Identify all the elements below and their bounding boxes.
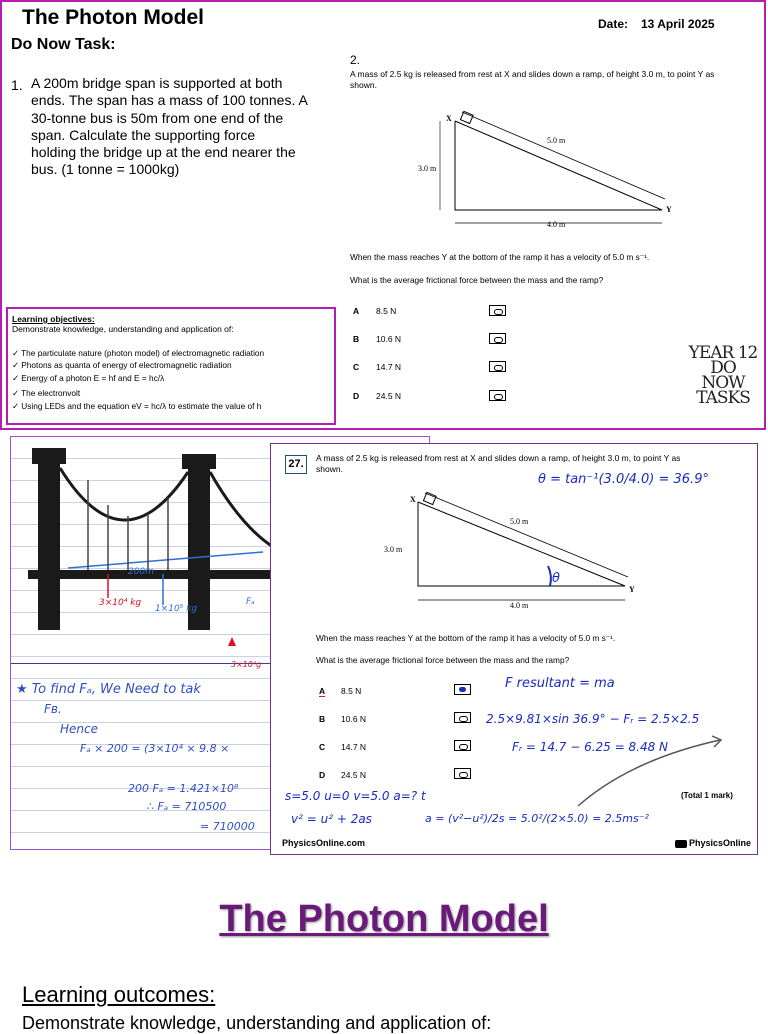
notebook-line: = 710000 (200, 820, 255, 833)
notebook-line: Hence (60, 722, 98, 736)
option-d-letter: D (353, 391, 360, 401)
point-x-label: X (410, 495, 416, 504)
bridge-icon (28, 440, 278, 630)
option-a-checkbox[interactable] (489, 305, 506, 316)
worked-option-a-value: 8.5 N (341, 686, 362, 696)
photon-model-title: The Photon Model (219, 898, 549, 940)
bridge-tower-left (38, 460, 60, 630)
learning-outcomes-heading: Learning outcomes: (22, 982, 216, 1007)
option-a-value: 8.5 N (376, 306, 397, 316)
ramp-diagram (410, 105, 710, 235)
learning-objectives-intro: Demonstrate knowledge, understanding and application of: (12, 324, 234, 334)
worked-option-c-checkbox[interactable] (454, 740, 471, 751)
learning-objective-text: The electronvolt (21, 388, 81, 398)
point-x-label: X (446, 114, 452, 123)
check-icon: ✓ (12, 373, 22, 383)
question-2-number: 2. (350, 53, 361, 67)
option-b-checkbox[interactable] (489, 333, 506, 344)
notebook-line: ★ To find Fₐ, We Need to tak (16, 682, 201, 697)
option-d-checkbox[interactable] (489, 390, 506, 401)
question-27-number: 27. (285, 455, 307, 474)
check-icon: ✓ (12, 401, 22, 411)
ramp-triangle (418, 502, 625, 586)
worked-option-c-letter: C (319, 742, 326, 752)
check-icon: ✓ (12, 360, 22, 370)
support-triangle-icon (228, 637, 236, 646)
question-1-line: span. Calculate the supporting force (31, 126, 256, 143)
angle-calculation: θ = tan⁻¹(3.0/4.0) = 36.9° (538, 472, 709, 487)
learning-objective-text: Energy of a photon E = hf and E = hc/λ (21, 373, 165, 383)
theta-label: θ (552, 571, 560, 586)
question-2-line: A mass of 2.5 kg is released from rest at X and slides down a ramp, of height 3.0 m, to point Y as (350, 69, 715, 79)
worked-ramp-diagram (380, 488, 660, 612)
learning-objective-item (12, 401, 261, 411)
handwritten-suvat: s=5.0 u=0 v=5.0 a=? t (285, 789, 426, 803)
bridge-tower-top (182, 454, 216, 469)
option-b-letter: B (353, 334, 360, 344)
option-c-value: 14.7 N (376, 362, 402, 372)
distance-label: 200m (128, 567, 154, 577)
question-1-line: holding the bridge up at the end nearer the (31, 144, 296, 161)
handwritten-newton-law: F resultant = ma (505, 676, 615, 691)
physicsonline-logo (675, 838, 751, 848)
hyp-dim-line (425, 493, 628, 577)
bus-mass-label: 3×10⁴ kg (99, 598, 142, 608)
worked-option-b-value: 10.6 N (341, 714, 367, 724)
base-label: 4.0 m (547, 220, 566, 229)
learning-objective-item (12, 373, 164, 383)
handwritten-friction-result: Fᵣ = 14.7 − 6.25 = 8.48 N (512, 740, 669, 754)
worked-option-a-letter: A (319, 686, 326, 696)
question-2-line: shown. (350, 80, 377, 90)
question-1-line: ends. The span has a mass of 100 tonnes. A (31, 92, 308, 109)
span-line (68, 552, 263, 568)
question-1-line: A 200m bridge span is supported at both (31, 75, 283, 91)
option-c-checkbox[interactable] (489, 361, 506, 372)
stamp-line: TASKS (696, 388, 750, 408)
notebook-line: Fₐ × 200 = (3×10⁴ × 9.8 × (80, 742, 230, 755)
support-force-label: Fₐ (246, 597, 255, 607)
weight-label: 3×10⁴g (231, 660, 262, 669)
play-icon (675, 840, 687, 848)
mass-block (460, 111, 473, 123)
point-y-label: Y (666, 205, 672, 214)
date-label: Date: (598, 17, 629, 31)
worked-option-b-letter: B (319, 714, 326, 724)
year12-stamp (686, 343, 760, 408)
stamp-line: DO (710, 358, 736, 378)
bridge-tower-top (32, 448, 66, 464)
notebook-line: 200 Fₐ = 1.421×10⁸ (128, 782, 239, 795)
span-mass-label: 1×10⁵ kg (155, 604, 198, 614)
bridge-cable (210, 472, 278, 550)
bridge-cable (60, 468, 188, 520)
handwritten-acceleration: a = (v²−u²)/2s = 5.0²/(2×5.0) = 2.5ms⁻² (425, 812, 649, 825)
handwritten-suvat-equation: v² = u² + 2as (291, 812, 372, 826)
selected-dot-icon (459, 687, 466, 692)
question-2-text (350, 69, 755, 91)
point-y-label: Y (629, 585, 635, 594)
base-label: 4.0 m (510, 601, 529, 610)
check-icon: ✓ (12, 388, 22, 398)
learning-objectives-title: Learning objectives: (12, 314, 95, 324)
question-1-text (31, 75, 339, 179)
notebook-line: ∴ Fₐ = 710500 (147, 800, 227, 813)
check-icon: ✓ (12, 348, 22, 358)
option-b-value: 10.6 N (376, 334, 402, 344)
worked-option-d-value: 24.5 N (341, 770, 367, 780)
hyp-dim-line (462, 112, 665, 199)
question-2-prompt: What is the average frictional force between the mass and the ramp? (350, 275, 604, 285)
velocity-statement: When the mass reaches Y at the bottom of the ramp it has a velocity of 5.0 m s⁻¹. (316, 633, 616, 643)
slide-title: The Photon Model (22, 6, 204, 29)
learning-objective-item (12, 348, 264, 358)
hyp-label: 5.0 m (547, 136, 566, 145)
total-marks: (Total 1 mark) (681, 791, 733, 800)
option-c-letter: C (353, 362, 360, 372)
learning-objective-text: Using LEDs and the equation eV = hc/λ to estimate the value of h (21, 401, 262, 411)
do-now-heading: Do Now Task: (11, 36, 116, 53)
worked-option-a-checkbox[interactable] (454, 684, 471, 695)
worked-option-b-checkbox[interactable] (454, 712, 471, 723)
notebook-line: Fʙ. (44, 702, 62, 716)
height-label: 3.0 m (384, 545, 403, 554)
angle-arc (548, 566, 551, 586)
learning-outcomes-intro: Demonstrate knowledge, understanding and application of: (22, 1013, 492, 1033)
learning-objective-item (12, 360, 232, 370)
question-27-prompt: What is the average frictional force between the mass and the ramp? (316, 655, 570, 665)
question-1-number: 1. (11, 77, 23, 93)
ramp-triangle (455, 121, 662, 210)
worked-option-d-letter: D (319, 770, 326, 780)
question-1-line: 30-tonne bus is 50m from one end of the (31, 109, 284, 126)
learning-objective-item (12, 388, 80, 398)
physicsonline-url: PhysicsOnline.com (282, 838, 366, 848)
velocity-statement: When the mass reaches Y at the bottom of the ramp it has a velocity of 5.0 m s⁻¹. (350, 252, 650, 262)
question-27-line: A mass of 2.5 kg is released from rest at X and slides down a ramp, of height 3.0 m, to point Y as (316, 453, 681, 463)
question-1-line: bus. (1 tonne = 1000kg) (31, 161, 180, 178)
learning-objective-text: Photons as quanta of energy of electromagnetic radiation (21, 360, 232, 370)
height-label: 3.0 m (418, 164, 437, 173)
physicsonline-logo-text: PhysicsOnline (689, 838, 752, 848)
handwritten-force-equation: 2.5×9.81×sin 36.9° − Fᵣ = 2.5×2.5 (486, 712, 700, 726)
mass-block (423, 492, 436, 504)
worked-option-c-value: 14.7 N (341, 742, 367, 752)
option-a-letter: A (353, 306, 360, 316)
stamp-line: YEAR 12 (688, 343, 758, 363)
stamp-line: NOW (701, 373, 745, 393)
learning-objective-text: The particulate nature (photon model) of electromagnetic radiation (21, 348, 265, 358)
worked-option-d-checkbox[interactable] (454, 768, 471, 779)
date-value: 13 April 2025 (641, 17, 715, 31)
question-27-line: shown. (316, 464, 343, 474)
option-d-value: 24.5 N (376, 391, 402, 401)
hyp-label: 5.0 m (510, 517, 529, 526)
